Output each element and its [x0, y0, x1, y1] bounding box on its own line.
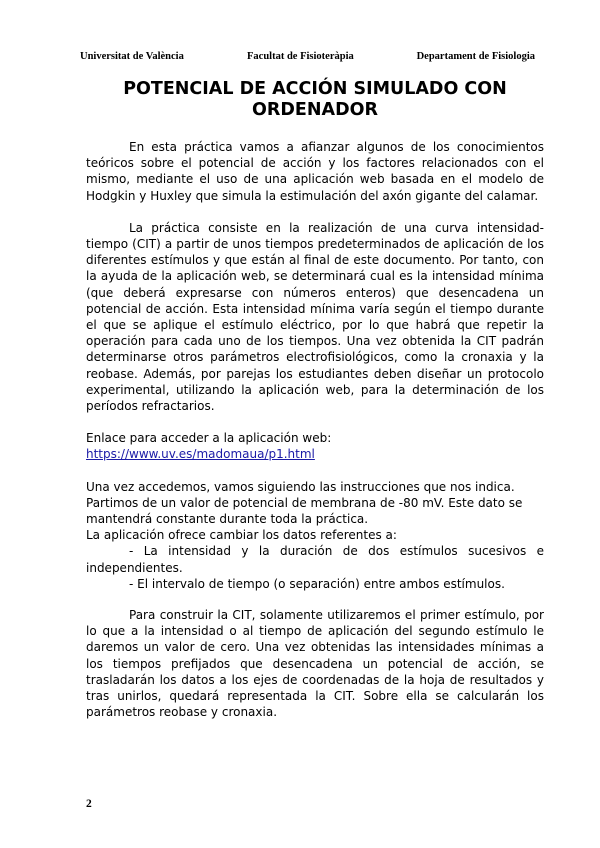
follow-instructions-text: Una vez accedemos, vamos siguiendo las instrucciones que nos indica. — [86, 479, 515, 494]
intro-paragraph: En esta práctica vamos a afianzar algunos de los conocimientos teóricos sobre el potencial de acción y los factores relacionados con el mismo, mediante el uso de una aplicación web basada en el modelo de Hodgkin y Huxley que simula la estimulación del axón gigante del calamar. — [86, 140, 544, 203]
construct-paragraph: Para construir la CIT, solamente utilizaremos el primer estímulo, por lo que a la intensidad o al tiempo de aplicación del segundo estímulo le daremos un valor de cero. Una vez obtenidas las intensidades mínimas a los tiempos prefijados que desencadena un potencial de acción, se trasladarán los datos a los ejes de coordenadas de la hoja de resultados y tras unirlos, quedará representada la CIT. Sobre ella se calcularán los parámetros reobase y cronaxia. — [86, 608, 544, 720]
header-university: Universitat de València — [80, 51, 184, 62]
link-label: Enlace para acceder a la aplicación web: — [86, 431, 332, 446]
offers-text: La aplicación ofrece cambiar los datos referentes a: — [86, 528, 397, 543]
web-app-link[interactable]: https://www.uv.es/madomaua/p1.html — [86, 447, 315, 462]
practice-paragraph: La práctica consiste en la realización de una curva intensidad-tiempo (CIT) a partir de unos tiempos predeterminados de aplicación de los diferentes estímulos y que están al final de este documento. Por tanto, con la ayuda de la aplicación web, se determinará cual es la intensidad mínima (que deberá expresarse con números enteros) que desencadena un potencial de acción. Esta intensidad mínima varía según el tiempo durante el que se aplique el estímulo eléctrico, por lo que habrá que repetir la operación para cada uno de los tiempos. Una vez obtenida la CIT padrán determinarse otros parámetros electrofisiológicos, como la cronaxia y la reobase. Además, por parejas los estudiantes deben diseñar un protocolo experimental, utilizando la aplicación web, para la determinación de los períodos refractarios. — [86, 220, 544, 414]
document-body — [86, 139, 544, 721]
membrane-potential-text: Partimos de un valor de potencial de membrana de -80 mV. Este dato se mantendrá constante durante toda la práctica. — [86, 495, 523, 527]
header-department: Departament de Fisiologia — [416, 51, 535, 62]
list-item-intensity: - La intensidad y la duración de dos estímulos sucesivos e independientes. — [86, 544, 544, 575]
header-faculty: Facultat de Fisioteràpia — [247, 51, 354, 62]
page-number: 2 — [86, 798, 92, 810]
list-item-interval: - El intervalo de tiempo (o separación) entre ambos estímulos. — [129, 576, 505, 591]
page-title: POTENCIAL DE ACCIÓN SIMULADO CON ORDENADOR — [123, 79, 507, 120]
